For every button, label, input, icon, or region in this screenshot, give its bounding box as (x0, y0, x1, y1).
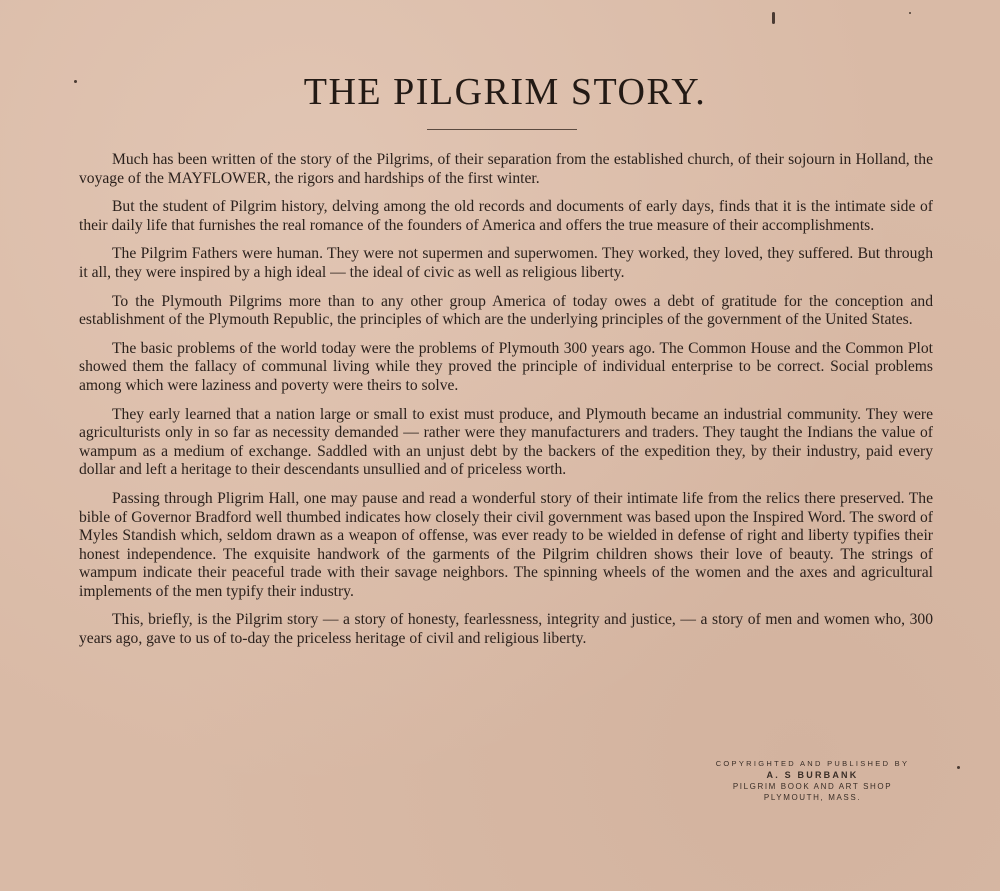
title-divider (427, 129, 577, 130)
paragraph-5: The basic problems of the world today were the problems of Plymouth 300 years ago. The Common House and the Common Plot showed them the fallacy of communal living while they proved the principle of individual enterprise to be correct. Social problems among which were laziness and poverty were theirs to solve. (79, 339, 933, 394)
colophon-publisher-name: A. S BURBANK (766, 770, 859, 780)
document-title: THE PILGRIM STORY. (303, 71, 707, 113)
paragraph-2: But the student of Pilgrim history, delving among the old records and documents of early days, finds that it is the intimate side of their daily life that furnishes the real romance of the founders of America and offers the true measure of their accomplishments. (79, 198, 933, 234)
paragraph-3: The Pilgrim Fathers were human. They were not supermen and superwomen. They worked, they loved, they suffered. But through it all, they were inspired by a high ideal — the ideal of civic as well as religious liberty. (79, 245, 933, 281)
paper-speck (772, 12, 775, 24)
paragraph-4: To the Plymouth Pilgrims more than to any other group America of today owes a debt of gratitude for the conception and establishment of the Plymouth Republic, the principles of which are the underlying principles of the government of the United States. (79, 292, 933, 329)
colophon-copyright-line: COPYRIGHTED AND PUBLISHED BY (715, 759, 910, 768)
paragraph-7: Passing through Pligrim Hall, one may pause and read a wonderful story of their intimate life from the relics there preserved. The bible of Governor Bradford well thumbed indicates how closely their civil government was based upon the Inspired Word. The sword of Myles Standish which, seldom drawn as a weapon of offense, was ever ready to be wielded in defense of right and liberty typifies their honest independence. The exquisite handwork of the garments of the Pilgrim children shows their love of beauty. The strings of wampum indicate their peaceful trade with their savage neighbors. The spinning wheels of the women and the axes and agricultural implements of the men typify their industry. (79, 489, 933, 600)
paper-speck (909, 12, 911, 14)
paragraph-8: This, briefly, is the Pilgrim story — a story of honesty, fearlessness, integrity and justice, — a story of men and women who, 300 years ago, gave to us of to-day the priceless heritage of civil and religious liberty. (79, 611, 933, 648)
paragraph-1: Much has been written of the story of the Pilgrims, of their separation from the established church, of their sojourn in Holland, the voyage of the MAYFLOWER, the rigors and hardships of the first winter. (79, 151, 933, 187)
colophon-shop-name: PILGRIM BOOK AND ART SHOP (732, 782, 893, 791)
paragraph-6: They early learned that a nation large or small to exist must produce, and Plymouth became an industrial community. They were agriculturists only in so far as necessity demanded — rather were they manufacturers and traders. They taught the Indians the value of wampum as a medium of exchange. Saddled with an unjust debt by the backers of the expedition they, by their industry, paid every dollar and left a heritage to their descendants unsullied and of priceless worth. (79, 405, 933, 479)
document-body (79, 151, 933, 659)
publisher-colophon (700, 758, 925, 803)
paper-speck (74, 80, 77, 83)
colophon-location: PLYMOUTH, MASS. (763, 793, 862, 802)
paper-speck (957, 766, 960, 769)
